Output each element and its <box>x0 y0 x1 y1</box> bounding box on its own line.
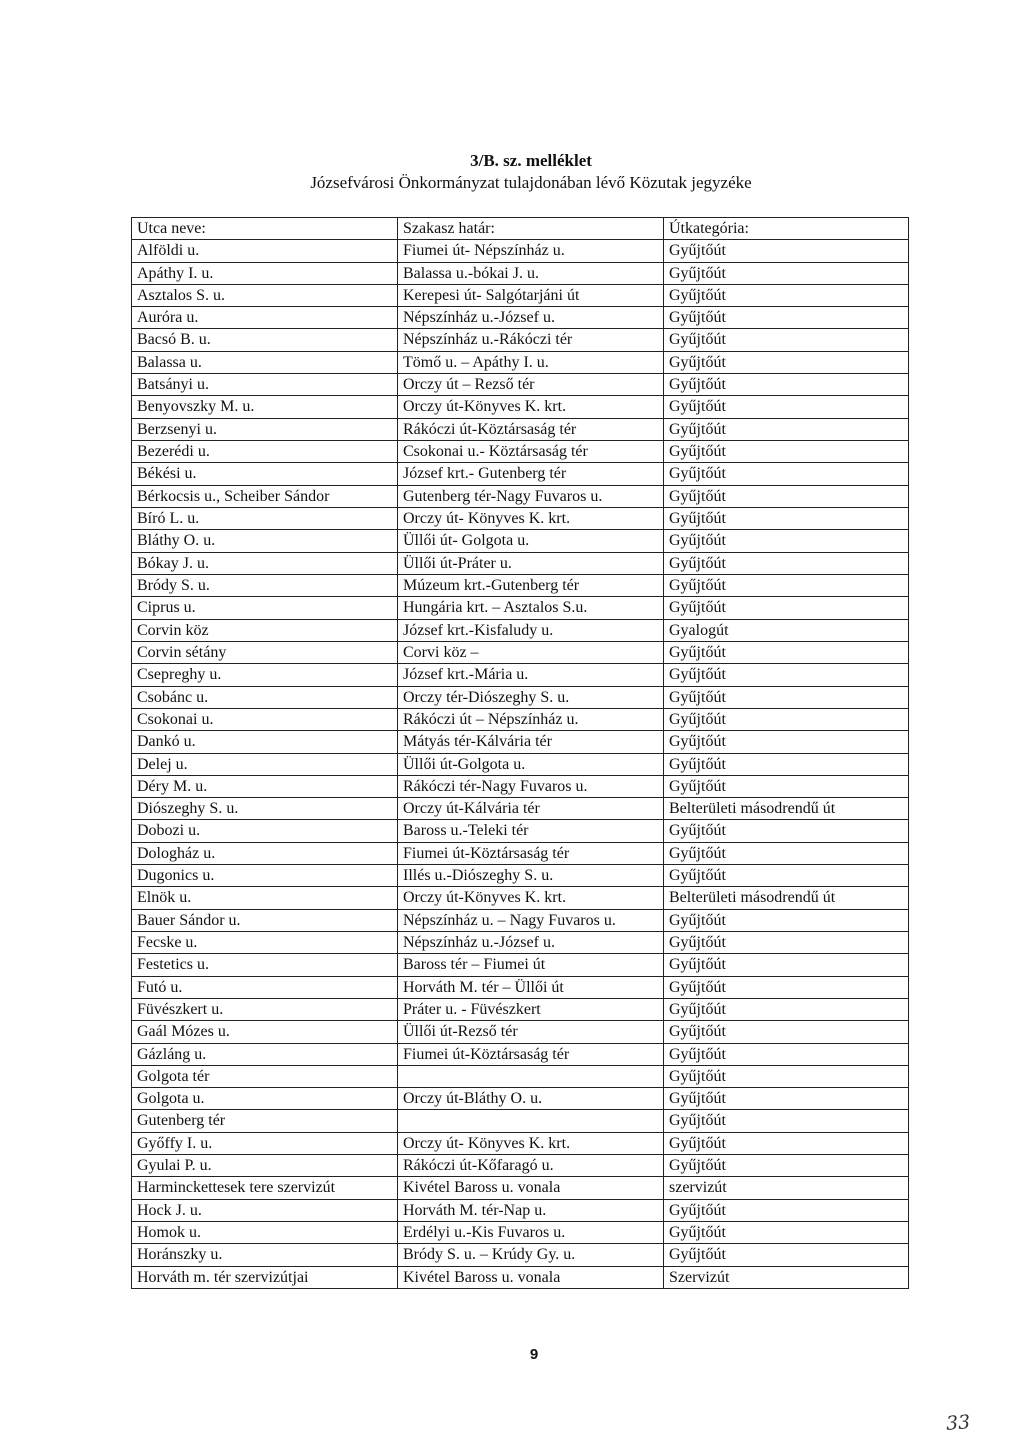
cell-section-bounds <box>398 1065 664 1087</box>
cell-street-name: Batsányi u. <box>132 374 398 396</box>
table-row <box>132 842 909 864</box>
cell-street-name: Benyovszky M. u. <box>132 396 398 418</box>
cell-street-name: Berzsenyi u. <box>132 418 398 440</box>
table-row <box>132 1043 909 1065</box>
cell-road-category: Gyűjtőút <box>664 440 909 462</box>
cell-road-category: Gyűjtőút <box>664 262 909 284</box>
cell-road-category: Gyűjtőút <box>664 485 909 508</box>
cell-road-category: Gyűjtőút <box>664 954 909 976</box>
table-row <box>132 708 909 730</box>
table-row <box>132 1065 909 1087</box>
column-header-street-name: Utca neve: <box>132 218 398 240</box>
cell-road-category: Gyűjtőút <box>664 1110 909 1132</box>
table-row <box>132 530 909 552</box>
cell-road-category: Gyűjtőút <box>664 976 909 998</box>
cell-road-category: Gyűjtőút <box>664 686 909 708</box>
table-row <box>132 1132 909 1154</box>
table-row <box>132 865 909 887</box>
cell-section-bounds <box>398 1110 664 1132</box>
table-row <box>132 1177 909 1199</box>
cell-street-name: Déry M. u. <box>132 775 398 797</box>
cell-section-bounds: Kivétel Baross u. vonala <box>398 1266 664 1288</box>
column-header-road-category: Útkategória: <box>664 218 909 240</box>
cell-section-bounds: Práter u. - Füvészkert <box>398 999 664 1021</box>
cell-section-bounds: Rákóczi út-Kőfaragó u. <box>398 1155 664 1177</box>
cell-road-category: Gyűjtőút <box>664 1088 909 1110</box>
cell-road-category: Gyűjtőút <box>664 552 909 574</box>
cell-section-bounds: Rákóczi út – Népszínház u. <box>398 708 664 730</box>
table-row <box>132 775 909 797</box>
cell-section-bounds: Illés u.-Diószeghy S. u. <box>398 865 664 887</box>
cell-section-bounds: Erdélyi u.-Kis Fuvaros u. <box>398 1221 664 1243</box>
cell-section-bounds: Múzeum krt.-Gutenberg tér <box>398 574 664 596</box>
cell-section-bounds: Orczy út-Bláthy O. u. <box>398 1088 664 1110</box>
cell-road-category: Gyűjtőút <box>664 842 909 864</box>
table-row <box>132 887 909 909</box>
cell-street-name: Hock J. u. <box>132 1199 398 1221</box>
cell-section-bounds: Rákóczi tér-Nagy Fuvaros u. <box>398 775 664 797</box>
table-row <box>132 574 909 596</box>
cell-road-category: Gyűjtőút <box>664 574 909 596</box>
cell-section-bounds: Orczy tér-Diószeghy S. u. <box>398 686 664 708</box>
annex-heading: 3/B. sz. melléklet <box>470 151 592 170</box>
cell-section-bounds: Csokonai u.- Köztársaság tér <box>398 440 664 462</box>
cell-road-category: Gyűjtőút <box>664 865 909 887</box>
cell-street-name: Asztalos S. u. <box>132 284 398 306</box>
cell-road-category: Gyűjtőút <box>664 932 909 954</box>
table-row <box>132 798 909 820</box>
cell-street-name: Delej u. <box>132 753 398 775</box>
table-row <box>132 932 909 954</box>
cell-section-bounds: József krt.- Gutenberg tér <box>398 463 664 485</box>
table-row <box>132 1021 909 1043</box>
table-row <box>132 463 909 485</box>
table-row <box>132 1110 909 1132</box>
cell-road-category: Gyűjtőút <box>664 753 909 775</box>
cell-street-name: Bacsó B. u. <box>132 329 398 351</box>
table-row <box>132 731 909 753</box>
cell-section-bounds: Rákóczi út-Köztársaság tér <box>398 418 664 440</box>
cell-street-name: Bókay J. u. <box>132 552 398 574</box>
cell-section-bounds: Balassa u.-bókai J. u. <box>398 262 664 284</box>
cell-street-name: Fecske u. <box>132 932 398 954</box>
cell-street-name: Gaál Mózes u. <box>132 1021 398 1043</box>
column-header-section-bounds: Szakasz határ: <box>398 218 664 240</box>
cell-section-bounds: Baross tér – Fiumei út <box>398 954 664 976</box>
cell-section-bounds: Fiumei út- Népszínház u. <box>398 240 664 262</box>
cell-road-category: Gyűjtőút <box>664 1065 909 1087</box>
table-row <box>132 954 909 976</box>
table-row <box>132 240 909 262</box>
cell-section-bounds: Hungária krt. – Asztalos S.u. <box>398 597 664 620</box>
cell-road-category: Gyűjtőút <box>664 530 909 552</box>
cell-section-bounds: Orczy út-Könyves K. krt. <box>398 887 664 909</box>
cell-street-name: Bérkocsis u., Scheiber Sándor <box>132 485 398 508</box>
table-header <box>132 218 909 240</box>
cell-section-bounds: Népszínház u.-József u. <box>398 307 664 329</box>
cell-road-category: Gyűjtőút <box>664 396 909 418</box>
cell-road-category: Gyalogút <box>664 619 909 641</box>
cell-street-name: Homok u. <box>132 1221 398 1243</box>
cell-road-category: Gyűjtőút <box>664 909 909 932</box>
cell-street-name: Harminckettesek tere szervizút <box>132 1177 398 1199</box>
cell-street-name: Győffy I. u. <box>132 1132 398 1154</box>
cell-street-name: Golgota u. <box>132 1088 398 1110</box>
cell-road-category: Gyűjtőút <box>664 508 909 530</box>
table-row <box>132 1244 909 1266</box>
cell-section-bounds: Népszínház u.-Rákóczi tér <box>398 329 664 351</box>
cell-section-bounds: Üllői út-Golgota u. <box>398 753 664 775</box>
header-row <box>132 218 909 240</box>
table-row <box>132 508 909 530</box>
cell-section-bounds: Orczy út- Könyves K. krt. <box>398 508 664 530</box>
cell-street-name: Bíró L. u. <box>132 508 398 530</box>
table-row <box>132 440 909 462</box>
cell-section-bounds: József krt.-Kisfaludy u. <box>398 619 664 641</box>
cell-street-name: Gázláng u. <box>132 1043 398 1065</box>
cell-road-category: Belterületi másodrendű út <box>664 798 909 820</box>
cell-section-bounds: Bródy S. u. – Krúdy Gy. u. <box>398 1244 664 1266</box>
cell-section-bounds: Népszínház u.-József u. <box>398 932 664 954</box>
table-row <box>132 262 909 284</box>
table-row <box>132 418 909 440</box>
cell-road-category: Gyűjtőút <box>664 731 909 753</box>
cell-street-name: Horánszky u. <box>132 1244 398 1266</box>
cell-road-category: Gyűjtőút <box>664 329 909 351</box>
cell-street-name: Auróra u. <box>132 307 398 329</box>
cell-road-category: Gyűjtőút <box>664 820 909 842</box>
table-row <box>132 976 909 998</box>
cell-road-category: Gyűjtőút <box>664 1021 909 1043</box>
cell-street-name: Apáthy I. u. <box>132 262 398 284</box>
table-row <box>132 374 909 396</box>
handwritten-page-mark: 33 <box>945 1411 971 1435</box>
cell-street-name: Golgota tér <box>132 1065 398 1087</box>
table-body <box>132 240 909 1289</box>
cell-street-name: Dologház u. <box>132 842 398 864</box>
cell-section-bounds: Orczy út – Rezső tér <box>398 374 664 396</box>
cell-section-bounds: Üllői út-Rezső tér <box>398 1021 664 1043</box>
table-row <box>132 396 909 418</box>
cell-street-name: Békési u. <box>132 463 398 485</box>
cell-street-name: Elnök u. <box>132 887 398 909</box>
cell-road-category: Gyűjtőút <box>664 1199 909 1221</box>
cell-section-bounds: Fiumei út-Köztársaság tér <box>398 1043 664 1065</box>
table-row <box>132 909 909 932</box>
cell-section-bounds: Kerepesi út- Salgótarjáni út <box>398 284 664 306</box>
table-row <box>132 307 909 329</box>
table-row <box>132 1155 909 1177</box>
cell-section-bounds: Orczy út-Könyves K. krt. <box>398 396 664 418</box>
cell-street-name: Diószeghy S. u. <box>132 798 398 820</box>
cell-street-name: Ciprus u. <box>132 597 398 620</box>
cell-road-category: Gyűjtőút <box>664 307 909 329</box>
cell-road-category: Szervizút <box>664 1266 909 1288</box>
cell-road-category: Gyűjtőút <box>664 775 909 797</box>
cell-road-category: szervizút <box>664 1177 909 1199</box>
cell-street-name: Bródy S. u. <box>132 574 398 596</box>
table-row <box>132 686 909 708</box>
cell-street-name: Dobozi u. <box>132 820 398 842</box>
cell-street-name: Futó u. <box>132 976 398 998</box>
cell-road-category: Gyűjtőút <box>664 418 909 440</box>
cell-street-name: Dugonics u. <box>132 865 398 887</box>
cell-street-name: Balassa u. <box>132 351 398 373</box>
cell-street-name: Bezerédi u. <box>132 440 398 462</box>
cell-section-bounds: Gutenberg tér-Nagy Fuvaros u. <box>398 485 664 508</box>
cell-road-category: Gyűjtőút <box>664 1244 909 1266</box>
cell-section-bounds: Tömő u. – Apáthy I. u. <box>398 351 664 373</box>
cell-street-name: Gyulai P. u. <box>132 1155 398 1177</box>
table-row <box>132 1199 909 1221</box>
table-row <box>132 485 909 508</box>
table-row <box>132 351 909 373</box>
cell-street-name: Füvészkert u. <box>132 999 398 1021</box>
cell-road-category: Gyűjtőút <box>664 597 909 620</box>
cell-section-bounds: Horváth M. tér – Üllői út <box>398 976 664 998</box>
document-title: Józsefvárosi Önkormányzat tulajdonában lévő Közutak jegyzéke <box>310 173 752 192</box>
cell-road-category: Gyűjtőút <box>664 1155 909 1177</box>
cell-section-bounds: Kivétel Baross u. vonala <box>398 1177 664 1199</box>
cell-street-name: Bláthy O. u. <box>132 530 398 552</box>
cell-street-name: Gutenberg tér <box>132 1110 398 1132</box>
table-row <box>132 597 909 620</box>
cell-section-bounds: Fiumei út-Köztársaság tér <box>398 842 664 864</box>
page-number: 9 <box>529 1346 539 1363</box>
table-row <box>132 664 909 686</box>
cell-road-category: Gyűjtőút <box>664 664 909 686</box>
cell-section-bounds: Mátyás tér-Kálvária tér <box>398 731 664 753</box>
cell-road-category: Gyűjtőút <box>664 708 909 730</box>
cell-section-bounds: Üllői út- Golgota u. <box>398 530 664 552</box>
cell-road-category: Gyűjtőút <box>664 351 909 373</box>
cell-section-bounds: Horváth M. tér-Nap u. <box>398 1199 664 1221</box>
table-row <box>132 999 909 1021</box>
cell-street-name: Dankó u. <box>132 731 398 753</box>
cell-street-name: Corvin sétány <box>132 642 398 664</box>
cell-section-bounds: Baross u.-Teleki tér <box>398 820 664 842</box>
cell-section-bounds: Üllői út-Práter u. <box>398 552 664 574</box>
streets-table <box>131 217 909 1289</box>
cell-street-name: Corvin köz <box>132 619 398 641</box>
table-row <box>132 552 909 574</box>
table-row <box>132 753 909 775</box>
cell-section-bounds: József krt.-Mária u. <box>398 664 664 686</box>
table-row <box>132 642 909 664</box>
cell-street-name: Festetics u. <box>132 954 398 976</box>
table-row <box>132 1221 909 1243</box>
table-row <box>132 619 909 641</box>
table-row <box>132 284 909 306</box>
cell-road-category: Gyűjtőút <box>664 463 909 485</box>
cell-road-category: Gyűjtőút <box>664 999 909 1021</box>
table-row <box>132 329 909 351</box>
cell-road-category: Gyűjtőút <box>664 642 909 664</box>
cell-road-category: Belterületi másodrendű út <box>664 887 909 909</box>
cell-section-bounds: Orczy út- Könyves K. krt. <box>398 1132 664 1154</box>
cell-section-bounds: Orczy út-Kálvária tér <box>398 798 664 820</box>
cell-road-category: Gyűjtőút <box>664 374 909 396</box>
cell-street-name: Horváth m. tér szervizútjai <box>132 1266 398 1288</box>
cell-road-category: Gyűjtőút <box>664 1221 909 1243</box>
cell-road-category: Gyűjtőút <box>664 1132 909 1154</box>
cell-road-category: Gyűjtőút <box>664 240 909 262</box>
cell-street-name: Alföldi u. <box>132 240 398 262</box>
cell-road-category: Gyűjtőút <box>664 1043 909 1065</box>
table-row <box>132 820 909 842</box>
cell-section-bounds: Corvi köz – <box>398 642 664 664</box>
cell-street-name: Csokonai u. <box>132 708 398 730</box>
table-row <box>132 1266 909 1288</box>
cell-road-category: Gyűjtőút <box>664 284 909 306</box>
cell-street-name: Bauer Sándor u. <box>132 909 398 932</box>
cell-section-bounds: Népszínház u. – Nagy Fuvaros u. <box>398 909 664 932</box>
cell-street-name: Csepreghy u. <box>132 664 398 686</box>
table-row <box>132 1088 909 1110</box>
cell-street-name: Csobánc u. <box>132 686 398 708</box>
